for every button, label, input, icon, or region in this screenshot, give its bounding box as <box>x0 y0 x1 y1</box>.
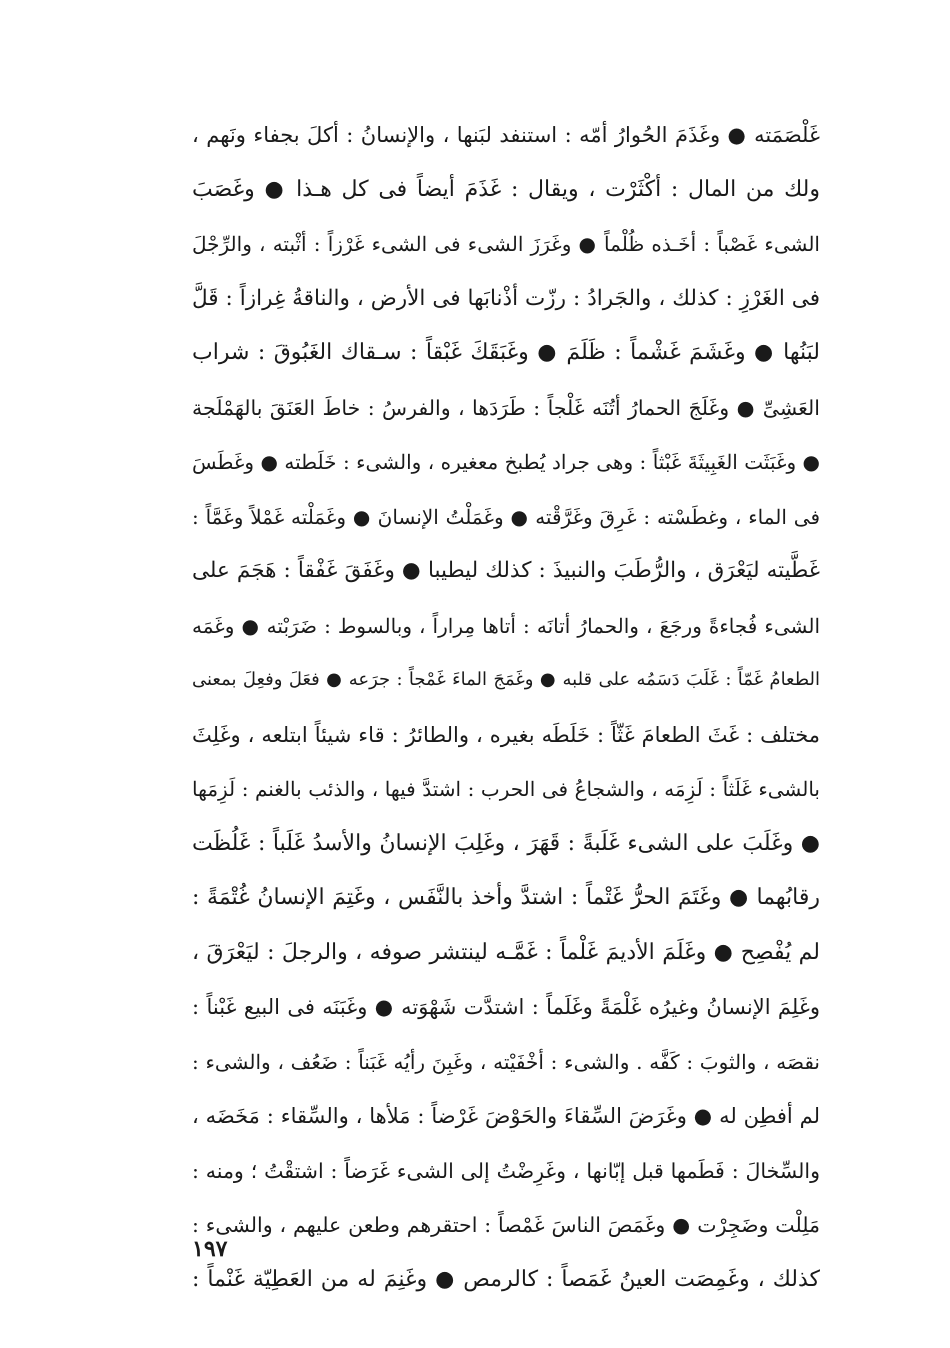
text-line: الطعامُ غَمّاً : غَلَبَ دَسَمُه على قلبه ● وغَمَجَ الماءَ غَمْجاً : جرَعه ● فعَلَ وفعِلَ بمعنى <box>192 669 820 690</box>
text-line: الشىء غَصْباً : أخَـذه ظُلْماً ● وغَرَزَ الشىء فى الشىء غَرْزاً : أثْبته ، والرِّجْلَ <box>192 232 820 256</box>
text-line: لم أفطِن له ● وغَرَضَ السِّقاءَ والحَوْضَ غَرْضاً : مَلأها ، والسِّقاء : مَخَضَه ، <box>192 1104 820 1128</box>
text-line: غَطَّيته ليَعْرَق ، والرُّطَبَ والنبيذَ : كذلك ليطيبا ● وغَفَقَ غَفْقاً : هَجَمَ على <box>192 558 820 583</box>
text-line: فى الغَرْزِ : كذلك ، والجَرادُ : رزّت أذْنابَها فى الأرض ، والناقةُ غِرازاً : قَلَّ <box>192 285 820 311</box>
text-line: لبَنُها ● وغَشَمَ غَشْماً : ظَلَمَ ● وغَبَقَكَ غَبْقاً : سـقاك الغَبُوقَ : شراب <box>192 340 820 365</box>
text-line: لم يُفْصِح ● وغَلَمَ الأديمَ غَلْماً : غَمَّـه لينتشر صوفه ، والرجلَ : ليَعْرَقَ ، <box>192 939 820 965</box>
text-line: وغَلِمَ الإنسانُ وغيرُه غَلْمَةً وغَلَماً : اشتدَّت شَهْوَته ● وغَبَنَه فى البيع غَبْناً : <box>192 995 820 1019</box>
text-line: مختلف : غَثَ الطعامَ غَثّاً : خَلَطَه بغيره ، والطائرُ : قاء شيئاً ابتلعه ، وغَلِثَ <box>192 722 820 747</box>
text-line: ولك من المال : أكْثَرْت ، ويقال : غَذَمَ أيضاً فى كل هـذا ● وغَصَبَ <box>192 176 820 202</box>
text-line: الشىء فُجاءةً ورجَعَ ، والحمارُ أتانَه : أتاها مِراراً ، وبالسوط : ضَرَبْته ● وغَمَه <box>192 613 820 638</box>
text-line: نقصَه ، والثوبَ : كَفَّه . والشىء : أخْفَيْته ، وغَبِنَ رأيُه غَبَناً : ضَعُف ، والشىء : <box>192 1049 820 1074</box>
text-line: كذلك ، وغَمِصَت العينُ غَمَصاً : كالرمص ● وغَنِمَ له من العَطِيّة غَنْماً : <box>192 1266 820 1292</box>
text-line: العَشِىِّ ● وغَلَجَ الحمارُ أتُنَه غَلْجاً : طَرَدَها ، والفرسُ : خاطَ العَنَقَ بالهَمْلَجة <box>192 395 820 420</box>
text-line: والسِّخالَ : فَطَمها قبل إبّانها ، وغَرِضْتُ إلى الشىء غَرَضاً : اشتقْتُ ؛ ومنه : <box>192 1158 820 1183</box>
text-line: بالشىء غَلَثاً : لَزِمَه ، والشجاعُ فى الحرب : اشتدَّ فيها ، والذئب بالغنم : لَزِمَها <box>192 777 820 801</box>
text-line: غَلْصَمَته ● وغَذَمَ الحُوارُ أمّه : استنفد لبَنها ، والإنسانُ : أكلَ بجفاء ونَهم ، <box>192 123 820 147</box>
body-text <box>192 108 820 1307</box>
text-line: فى الماء ، وغطَسْته : غَرِقَ وغَرَّقْته ● وغَمَلْتُ الإنسانَ ● وغَمَلْته غَمْلاً وغَمَّاً : <box>192 504 820 529</box>
text-line: مَلِلْت وضَجِرْت ● وغَمَصَ الناسَ غَمْصاً : احتقرهم وطعن عليهم ، والشىء : <box>192 1213 820 1237</box>
text-line: ● وغَلَبَ على الشىء غَلَبةً : قَهَرَ ، وغَلِبَ الإنسانُ والأسدُ غَلَباً : غَلُظَت <box>192 830 820 856</box>
text-line: ● وغَبَثَت الغَبِيثَةَ غَبْثاً : وهى جراد يُطبخ معغيره ، والشىء : خَلَطته ● وغَطَسَ <box>192 450 820 474</box>
page-number: ١٩٧ <box>192 1236 228 1262</box>
text-line: رقابُهما ● وغَتَمَ الحرُّ غَتْماً : اشتدَّ وأخذ بالنَّفَس ، وغَتِمَ الإنسانُ غُتْمَةً : <box>192 885 820 910</box>
